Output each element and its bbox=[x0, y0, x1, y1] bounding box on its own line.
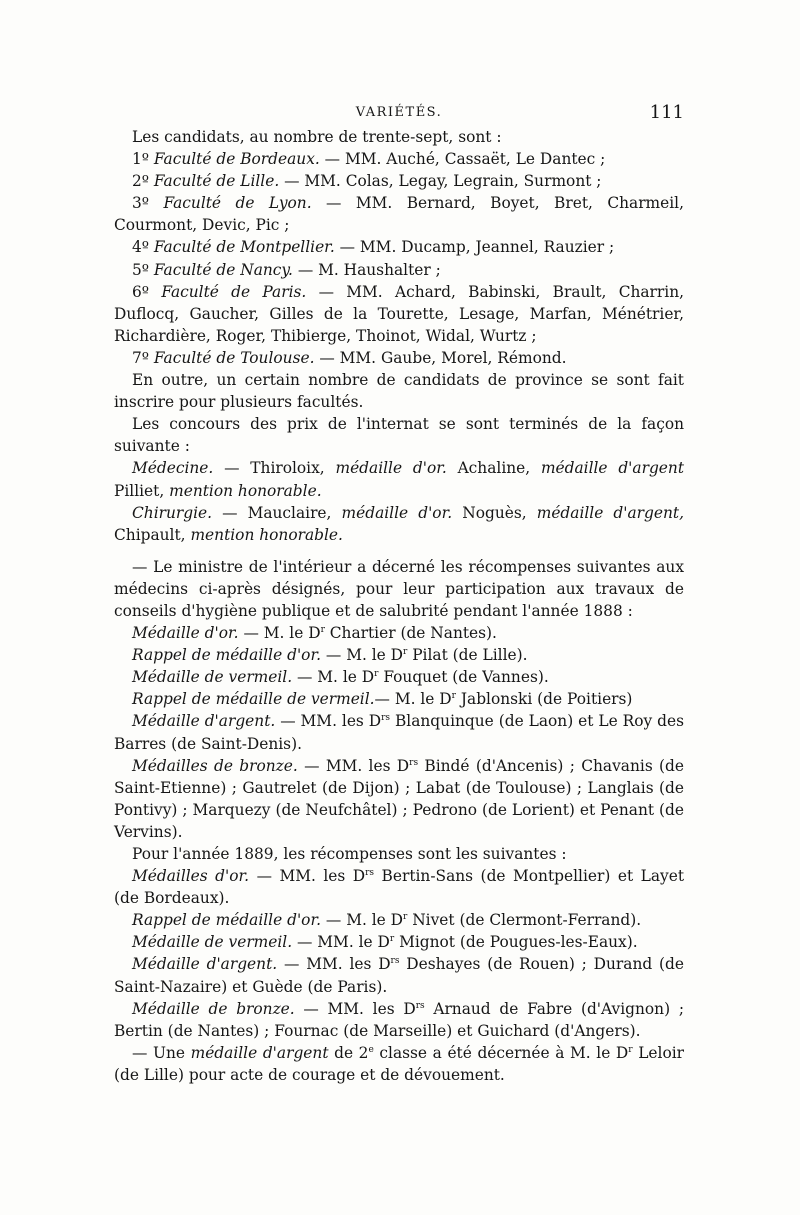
laureate: — Thiroloix, bbox=[213, 459, 336, 478]
faculty-name: Faculté de Toulouse. bbox=[153, 348, 315, 367]
award-text: — MM. le D bbox=[292, 933, 390, 952]
candidate-names: — MM. Achard, Babinski, Brault, Charrin, Duflocq, Gaucher, Gilles de la Tourette, Lesage, Marfan, Ménétrier, Richardière, Roger, Thibierge, Thoinot, Widal, Wurtz ; bbox=[114, 282, 684, 345]
superscript: e bbox=[368, 1044, 374, 1055]
award-recipient: Bertin-Sans (de Montpellier) et Layet (de Bordeaux). bbox=[114, 867, 685, 908]
superscript: r bbox=[320, 625, 325, 636]
candidate-names: — MM. Ducamp, Jeannel, Rauzier ; bbox=[334, 238, 615, 257]
award-text: — MM. les D bbox=[249, 867, 366, 886]
candidate-names: — MM. Colas, Legay, Legrain, Surmont ; bbox=[279, 172, 602, 191]
paragraph-awards-1889: Pour l'année 1889, les récompenses sont les suivantes : bbox=[132, 845, 567, 863]
prize-award: médaille d'or. bbox=[335, 459, 447, 478]
faculty-name: Faculté de Lyon. bbox=[163, 194, 312, 213]
prize-category: Chirurgie. bbox=[132, 503, 213, 522]
superscript: rs bbox=[409, 757, 419, 768]
superscript: r bbox=[451, 691, 456, 702]
award-type: médaille d'argent bbox=[190, 1043, 329, 1062]
award-text: — M. le D bbox=[374, 690, 452, 709]
prize-award: médaille d'argent bbox=[540, 459, 685, 478]
running-head: VARIÉTÉS. bbox=[355, 105, 443, 120]
award-type: Médailles de bronze. bbox=[132, 756, 298, 775]
award-1888-gold-recall bbox=[114, 644, 684, 666]
laureate: Noguès, bbox=[452, 503, 537, 522]
item-number: 5º bbox=[132, 260, 154, 279]
award-recipient: Jablonski (de Poitiers) bbox=[455, 690, 633, 709]
award-type: Médaille de bronze. bbox=[132, 999, 295, 1018]
list-item-nancy bbox=[114, 259, 684, 281]
award-text: — MM. les D bbox=[297, 756, 410, 775]
award-text: classe a été décernée à M. le D bbox=[373, 1043, 629, 1062]
award-type: Rappel de médaille d'or. bbox=[132, 911, 322, 930]
superscript: rs bbox=[365, 868, 375, 879]
superscript: r bbox=[374, 669, 379, 680]
laureate: Chipault, bbox=[114, 525, 191, 544]
paragraph-candidates-intro: Les candidats, au nombre de trente-sept, sont : bbox=[132, 128, 502, 146]
superscript: r bbox=[403, 912, 408, 923]
award-type: Médaille de vermeil. bbox=[132, 668, 293, 687]
award-recipient: Chartier (de Nantes). bbox=[324, 624, 497, 643]
paragraph-ministry-awards-1888: — Le ministre de l'intérieur a décerné les récompenses suivantes aux médecins ci-après désignés, pour leur participation aux travaux de conseils d'hygiène publique et de salubrité pendant l'année 1888 : bbox=[114, 557, 684, 620]
list-item-paris bbox=[114, 281, 684, 347]
prize-award: médaille d'or. bbox=[341, 503, 453, 522]
award-text: — Une bbox=[132, 1043, 191, 1062]
paragraph-internat-prizes: Les concours des prix de l'internat se sont terminés de la façon suivante : bbox=[114, 415, 684, 456]
prize-medecine bbox=[114, 457, 684, 501]
candidate-names: — M. Haushalter ; bbox=[292, 260, 441, 279]
award-1889-silver bbox=[114, 953, 684, 997]
award-1889-gold bbox=[114, 865, 684, 909]
paragraph-province-candidates: En outre, un certain nombre de candidats de province se sont fait inscrire pour plusieurs facultés. bbox=[114, 371, 684, 412]
item-number: 6º bbox=[132, 282, 162, 301]
award-type: Médailles d'or. bbox=[132, 867, 250, 886]
award-type: Médaille d'argent. bbox=[132, 712, 276, 731]
award-recipient: Blanquinque (de Laon) et Le Roy des Barres (de Saint-Denis). bbox=[114, 712, 684, 753]
item-number: 4º bbox=[132, 238, 154, 257]
award-text: — MM. les D bbox=[277, 955, 391, 974]
section-gap bbox=[114, 546, 684, 556]
superscript: rs bbox=[390, 956, 400, 967]
award-text: — MM. les D bbox=[275, 712, 382, 731]
prize-award: médaille d'argent, bbox=[536, 503, 684, 522]
award-1888-vermeil bbox=[114, 666, 684, 688]
award-text: de 2 bbox=[328, 1043, 369, 1062]
faculty-name: Faculté de Nancy. bbox=[153, 260, 293, 279]
faculty-name: Faculté de Bordeaux. bbox=[153, 150, 320, 169]
item-number: 1º bbox=[132, 150, 154, 169]
candidate-names: — MM. Auché, Cassaët, Le Dantec ; bbox=[319, 150, 606, 169]
award-recipient: Arnaud de Fabre (d'Avignon) ; Bertin (de Nantes) ; Fournac (de Marseille) et Guichard (d'Angers). bbox=[114, 999, 684, 1040]
item-number: 7º bbox=[132, 348, 154, 367]
award-recipient: Deshayes (de Rouen) ; Durand (de Saint-Nazaire) et Guède (de Paris). bbox=[114, 955, 685, 996]
award-recipient: Leloir (de Lille) pour acte de courage et de dévouement. bbox=[114, 1043, 684, 1084]
prize-chirurgie bbox=[114, 502, 684, 546]
candidate-names: — MM. Bernard, Boyet, Bret, Charmeil, Courmont, Devic, Pic ; bbox=[114, 194, 684, 235]
superscript: r bbox=[628, 1044, 633, 1055]
item-number: 3º bbox=[132, 194, 164, 213]
laureate: — Mauclaire, bbox=[212, 503, 342, 522]
award-text: — M. le D bbox=[321, 911, 403, 930]
list-item-montpellier bbox=[114, 236, 684, 258]
award-text: — M. le D bbox=[321, 646, 403, 665]
award-1889-gold-recall bbox=[114, 909, 684, 931]
page-header bbox=[114, 102, 684, 128]
page-number: 111 bbox=[649, 102, 684, 123]
award-recipient: Pilat (de Lille). bbox=[407, 646, 528, 665]
list-item-bordeaux bbox=[114, 148, 684, 170]
award-type: Rappel de médaille d'or. bbox=[132, 646, 322, 665]
award-recipient: Fouquet (de Vannes). bbox=[378, 668, 549, 687]
award-type: Rappel de médaille de vermeil. bbox=[132, 690, 375, 709]
laureate: Pilliet, bbox=[114, 481, 170, 500]
award-1889-vermeil bbox=[114, 931, 684, 953]
paragraph-courage-award bbox=[114, 1042, 684, 1086]
award-1888-silver bbox=[114, 710, 684, 754]
award-type: Médaille d'or. bbox=[132, 624, 239, 643]
superscript: r bbox=[389, 934, 395, 945]
award-text: — M. le D bbox=[238, 624, 321, 643]
award-1888-vermeil-recall bbox=[114, 688, 684, 710]
award-type: Médaille d'argent. bbox=[132, 955, 278, 974]
award-text: — M. le D bbox=[292, 668, 375, 687]
page-body bbox=[114, 126, 684, 1086]
award-recipient: Mignot (de Pougues-les-Eaux). bbox=[394, 933, 638, 952]
superscript: rs bbox=[381, 713, 391, 724]
candidate-names: — MM. Gaube, Morel, Rémond. bbox=[314, 348, 567, 367]
award-1888-bronze bbox=[114, 755, 684, 843]
award-1888-gold bbox=[114, 622, 684, 644]
superscript: rs bbox=[415, 1000, 425, 1011]
list-item-toulouse bbox=[114, 347, 684, 369]
prize-award: mention honorable. bbox=[169, 481, 322, 500]
award-recipient: Bindé (d'Ancenis) ; Chavanis (de Saint-Etienne) ; Gautrelet (de Dijon) ; Labat (de Toulouse) ; Langlais (de Pontivy) ; Marquezy (de Neufchâtel) ; Pedrono (de Lorient) et Penant (de Vervins). bbox=[114, 756, 684, 841]
laureate: Achaline, bbox=[446, 459, 541, 478]
superscript: r bbox=[403, 647, 408, 658]
prize-award: mention honorable. bbox=[190, 525, 343, 544]
award-recipient: Nivet (de Clermont-Ferrand). bbox=[407, 911, 642, 930]
faculty-name: Faculté de Paris. bbox=[161, 282, 307, 301]
faculty-name: Faculté de Lille. bbox=[153, 172, 280, 191]
award-type: Médaille de vermeil. bbox=[132, 933, 293, 952]
list-item-lille bbox=[114, 170, 684, 192]
faculty-name: Faculté de Montpellier. bbox=[153, 238, 335, 257]
list-item-lyon bbox=[114, 192, 684, 236]
award-1889-bronze bbox=[114, 998, 684, 1042]
item-number: 2º bbox=[132, 172, 154, 191]
prize-category: Médecine. bbox=[132, 459, 214, 478]
award-text: — MM. les D bbox=[294, 999, 416, 1018]
